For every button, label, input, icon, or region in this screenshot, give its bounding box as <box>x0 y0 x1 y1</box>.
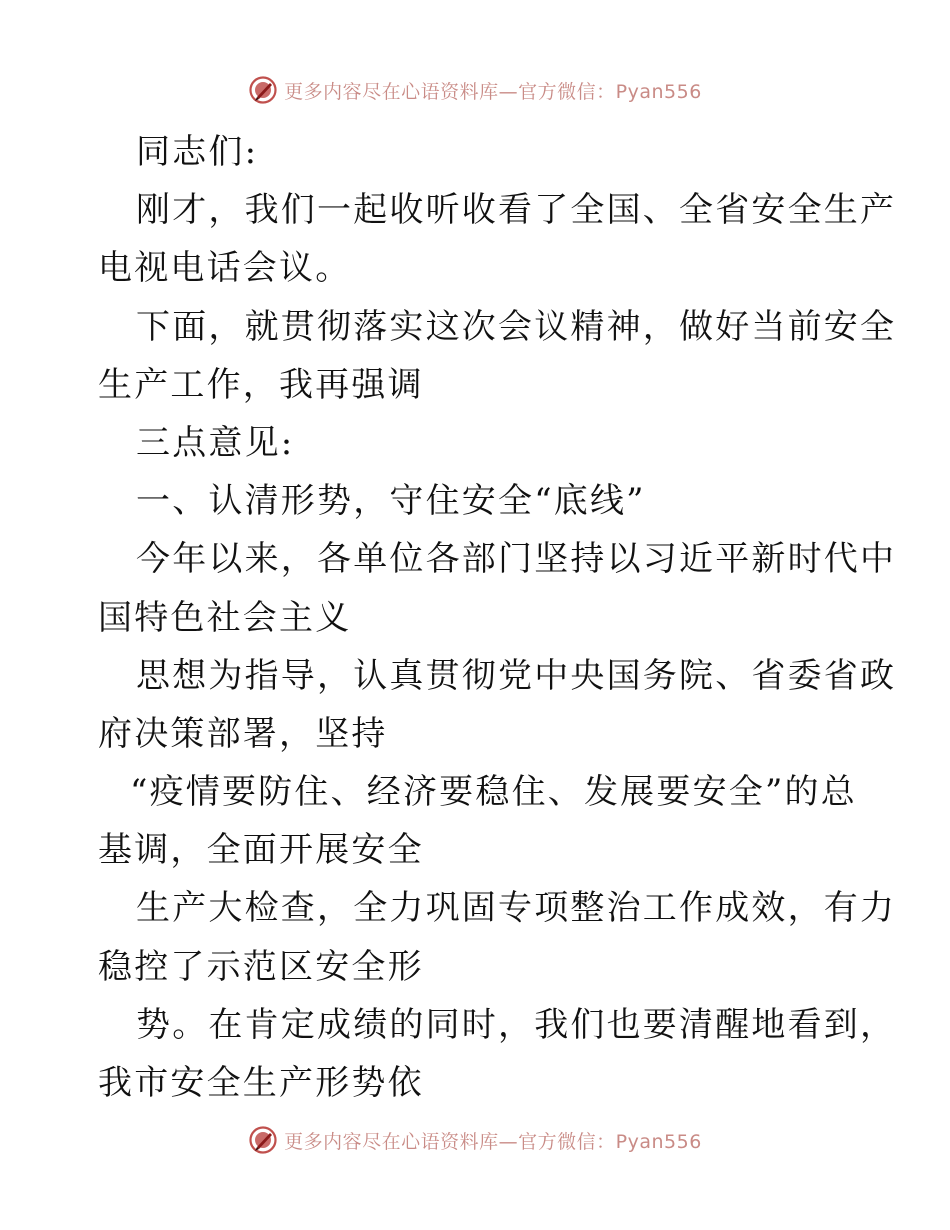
paragraph-line: 国特色社会主义 <box>98 597 352 638</box>
watermark-footer <box>0 1120 950 1160</box>
paragraph-line: “疫情要防住、经济要稳住、发展要安全”的总 <box>130 772 857 813</box>
document-body <box>98 123 897 1112</box>
paragraph-line: 基调，全面开展安全 <box>98 830 424 871</box>
pen-logo-icon <box>248 75 278 105</box>
watermark-text: 更多内容尽在心语资料库—官方微信：Pyan556 <box>284 1130 702 1153</box>
paragraph-line: 电视电话会议。 <box>98 248 352 289</box>
paragraph-line: 三点意见: <box>136 422 295 463</box>
paragraph-line: 思想为指导，认真贯彻党中央国务院、省委省政 <box>136 655 897 696</box>
watermark-text: 更多内容尽在心语资料库—官方微信：Pyan556 <box>284 80 702 103</box>
paragraph-line: 我市安全生产形势依 <box>98 1063 424 1103</box>
paragraph-line: 势。在肯定成绩的同时，我们也要清醒地看到， <box>136 1004 897 1045</box>
paragraph-line: 府决策部署，坚持 <box>98 713 388 754</box>
watermark-header <box>0 70 950 110</box>
paragraph-line: 刚才，我们一起收听收看了全国、全省安全生产 <box>136 190 897 231</box>
pen-logo-icon <box>248 1125 278 1155</box>
paragraph-line: 下面，就贯彻落实这次会议精神，做好当前安全 <box>136 306 897 347</box>
paragraph-line: 生产工作，我再强调 <box>98 364 424 405</box>
paragraph-line: 稳控了示范区安全形 <box>98 946 424 987</box>
section-heading: 一、认清形势，守住安全“底线” <box>136 481 646 522</box>
paragraph-line: 今年以来，各单位各部门坚持以习近平新时代中 <box>136 539 897 580</box>
paragraph-line: 生产大检查，全力巩固专项整治工作成效，有力 <box>136 888 897 929</box>
salutation: 同志们: <box>136 132 259 172</box>
